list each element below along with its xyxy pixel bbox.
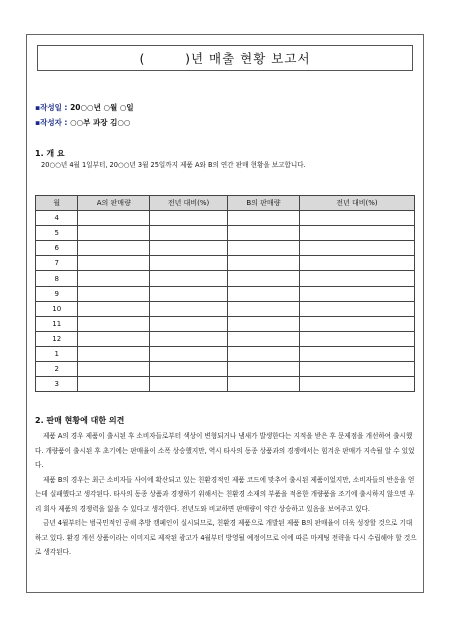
header-b-sales: B의 판매량 <box>228 196 300 211</box>
a-sales-cell[interactable] <box>78 346 150 361</box>
month-cell: 4 <box>36 211 78 226</box>
opinion-paragraph-2: 제품 B의 경우는 최근 소비자들 사이에 확산되고 있는 친환경적인 제품 코드에 맞추어 출시된 제품이었지만, 소비자들의 반응을 얻는데 실패했다고 생각된다. 타사의 동종 상품과 경쟁하기 위해서는 친환경 소재의 부품을 적용한 개량품을 조기에 출시하지 않으면 우리 회사 제품의 경쟁력을 잃을 수 있다고 생각한다. 전년도와 비교하면 판매량이 약간 상승하고 있음을 보여주고 있다. <box>35 475 415 513</box>
b-yoy-cell[interactable] <box>299 271 414 286</box>
a-sales-cell[interactable] <box>78 286 150 301</box>
opinion-paragraph-3: 금년 4월부터는 범국민적인 공해 추방 캠페인이 실시되므로, 친환경 제품으로 개발된 제품 B의 판매율이 더욱 성장할 것으로 기대하고 있다. 환경 개선 상품이라는 이미지로 제작된 광고가 4월부터 방영될 예정이므로 이에 따른 마케팅 전략을 다시 수립해야 할 것으로 생각된다. <box>35 519 417 556</box>
a-sales-cell[interactable] <box>78 271 150 286</box>
section1-text: 20○○년 4월 1일부터, 20○○년 3월 25일까지 제품 A와 B의 연간 판매 현황을 보고합니다. <box>41 161 306 169</box>
b-sales-cell[interactable] <box>228 346 300 361</box>
a-yoy-cell[interactable] <box>150 211 228 226</box>
b-sales-cell[interactable] <box>228 211 300 226</box>
report-title <box>37 45 413 71</box>
b-sales-cell[interactable] <box>228 362 300 377</box>
b-sales-cell[interactable] <box>228 241 300 256</box>
month-cell: 12 <box>36 331 78 346</box>
table-row <box>36 377 415 392</box>
b-yoy-cell[interactable] <box>299 256 414 271</box>
b-yoy-cell[interactable] <box>299 316 414 331</box>
b-yoy-cell[interactable] <box>299 211 414 226</box>
b-sales-cell[interactable] <box>228 271 300 286</box>
b-sales-cell[interactable] <box>228 286 300 301</box>
month-cell: 10 <box>36 301 78 316</box>
table-row <box>36 256 415 271</box>
table-row <box>36 316 415 331</box>
table-row <box>36 286 415 301</box>
header-b-yoy: 전년 대비(%) <box>299 196 414 211</box>
a-yoy-cell[interactable] <box>150 256 228 271</box>
a-yoy-cell[interactable] <box>150 362 228 377</box>
section2-body <box>35 429 417 560</box>
date-value: 20○○년 ○월 ○일 <box>70 103 134 112</box>
a-sales-cell[interactable] <box>78 301 150 316</box>
table-row <box>36 362 415 377</box>
opinion-paragraph-1: 제품 A의 경우 제품이 출시된 후 소비자들로부터 색상이 변형되거나 냄새가 발생한다는 지적을 받은 후 문제점을 개선하여 출시했다. 개량품이 출시된 후 초기에는 판매율이 소폭 상승했지만, 역시 타사의 동종 상품과의 경쟁에서는 힘겨운 판매가 지속될 알 수 있었다. <box>35 432 415 469</box>
meta-date <box>35 102 134 113</box>
table-row <box>36 301 415 316</box>
b-yoy-cell[interactable] <box>299 301 414 316</box>
a-yoy-cell[interactable] <box>150 241 228 256</box>
b-yoy-cell[interactable] <box>299 331 414 346</box>
a-sales-cell[interactable] <box>78 316 150 331</box>
b-sales-cell[interactable] <box>228 316 300 331</box>
month-cell: 6 <box>36 241 78 256</box>
table-header-row <box>36 196 415 211</box>
report-title-text: ( )년 매출 현황 보고서 <box>139 51 311 66</box>
meta-author <box>35 117 130 128</box>
b-yoy-cell[interactable] <box>299 346 414 361</box>
b-yoy-cell[interactable] <box>299 362 414 377</box>
b-yoy-cell[interactable] <box>299 377 414 392</box>
month-cell: 1 <box>36 346 78 361</box>
header-month: 월 <box>36 196 78 211</box>
table-row <box>36 211 415 226</box>
table-row <box>36 346 415 361</box>
table-row <box>36 331 415 346</box>
a-yoy-cell[interactable] <box>150 377 228 392</box>
b-sales-cell[interactable] <box>228 377 300 392</box>
month-cell: 3 <box>36 377 78 392</box>
b-yoy-cell[interactable] <box>299 286 414 301</box>
a-sales-cell[interactable] <box>78 331 150 346</box>
header-a-yoy: 전년 대비(%) <box>150 196 228 211</box>
a-yoy-cell[interactable] <box>150 331 228 346</box>
author-label: ▪작성자 : <box>35 118 68 127</box>
month-cell: 8 <box>36 271 78 286</box>
month-cell: 7 <box>36 256 78 271</box>
a-yoy-cell[interactable] <box>150 271 228 286</box>
author-value: ○○부 과장 김○○ <box>70 118 131 127</box>
b-sales-cell[interactable] <box>228 256 300 271</box>
a-yoy-cell[interactable] <box>150 286 228 301</box>
b-sales-cell[interactable] <box>228 331 300 346</box>
sales-table <box>35 195 415 392</box>
a-yoy-cell[interactable] <box>150 226 228 241</box>
section2-heading: 2. 판매 현황에 대한 의견 <box>35 416 125 425</box>
table-row <box>36 241 415 256</box>
a-yoy-cell[interactable] <box>150 346 228 361</box>
table-row <box>36 271 415 286</box>
b-yoy-cell[interactable] <box>299 241 414 256</box>
a-sales-cell[interactable] <box>78 211 150 226</box>
table-row <box>36 226 415 241</box>
b-sales-cell[interactable] <box>228 301 300 316</box>
report-page <box>26 34 424 593</box>
b-sales-cell[interactable] <box>228 226 300 241</box>
a-sales-cell[interactable] <box>78 377 150 392</box>
month-cell: 2 <box>36 362 78 377</box>
a-yoy-cell[interactable] <box>150 316 228 331</box>
b-yoy-cell[interactable] <box>299 226 414 241</box>
month-cell: 5 <box>36 226 78 241</box>
month-cell: 9 <box>36 286 78 301</box>
section1-heading: 1. 개 요 <box>35 149 65 158</box>
header-a-sales: A의 판매량 <box>78 196 150 211</box>
a-sales-cell[interactable] <box>78 241 150 256</box>
a-sales-cell[interactable] <box>78 362 150 377</box>
table-body <box>36 211 415 392</box>
a-sales-cell[interactable] <box>78 256 150 271</box>
month-cell: 11 <box>36 316 78 331</box>
a-yoy-cell[interactable] <box>150 301 228 316</box>
date-label: ▪작성일 : <box>35 103 68 112</box>
a-sales-cell[interactable] <box>78 226 150 241</box>
